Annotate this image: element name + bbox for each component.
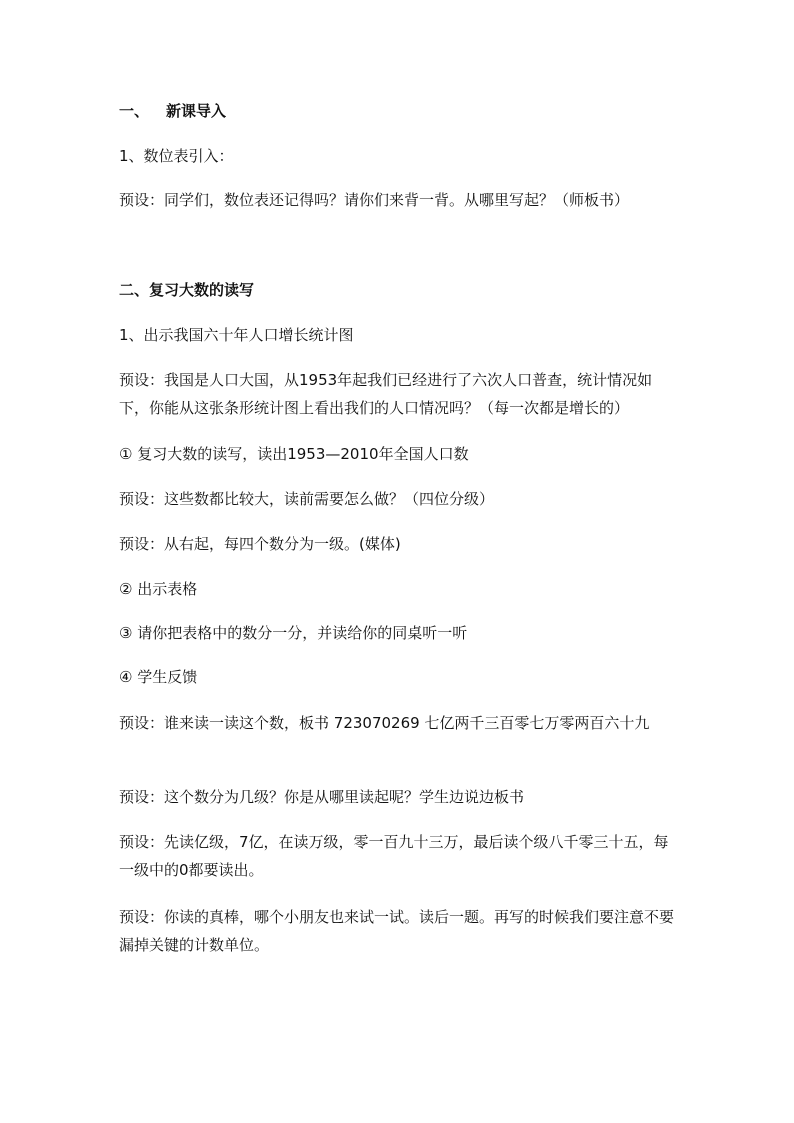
paragraph-preset-read-order: 预设：先读亿级，7亿，在读万级，零一百九十三万，最后读个级八千零三十五，每一级中的0都要读出。 [119, 833, 669, 879]
paragraph-preset-four-digits: 预设：从右起，每四个数分为一级。(媒体) [119, 535, 401, 553]
section-1-number: 一、 [119, 102, 150, 120]
paragraph-population-chart: 1、出示我国六十年人口增长统计图 [119, 326, 354, 344]
paragraph-step-1: ① 复习大数的读写，读出1953—2010年全国人口数 [119, 445, 469, 463]
paragraph-step-2: ② 出示表格 [119, 580, 198, 598]
paragraph-place-value-intro: 1、数位表引入： [119, 147, 234, 165]
paragraph-step-3: ③ 请你把表格中的数分一分，并读给你的同桌听一听 [119, 624, 468, 642]
paragraph-preset-population: 预设：我国是人口大国，从1953年起我们已经进行了六次人口普查，统计情况如下，你能从这张条形统计图上看出我们的人口情况吗？（每一次都是增长的） [119, 371, 653, 417]
section-2-heading: 二、复习大数的读写 [119, 281, 255, 299]
paragraph-step-4: ④ 学生反馈 [119, 668, 198, 686]
paragraph-preset-read-number: 预设：谁来读一读这个数，板书 723070269 七亿两千三百零七万零两百六十九 [119, 714, 650, 732]
paragraph-preset-levels: 预设：这个数分为几级？你是从哪里读起呢？学生边说边板书 [119, 788, 525, 806]
section-1-heading [119, 97, 679, 125]
section-1-title: 新课导入 [166, 102, 227, 120]
paragraph-preset-place-value: 预设：同学们，数位表还记得吗？请你们来背一背。从哪里写起？（师板书） [119, 191, 630, 209]
paragraph-preset-grouping: 预设：这些数都比较大，读前需要怎么做？（四位分级） [119, 490, 495, 508]
paragraph-preset-writing: 预设：你读的真棒，哪个小朋友也来试一试。读后一题。再写的时候我们要注意不要漏掉关键的计数单位。 [119, 908, 675, 954]
